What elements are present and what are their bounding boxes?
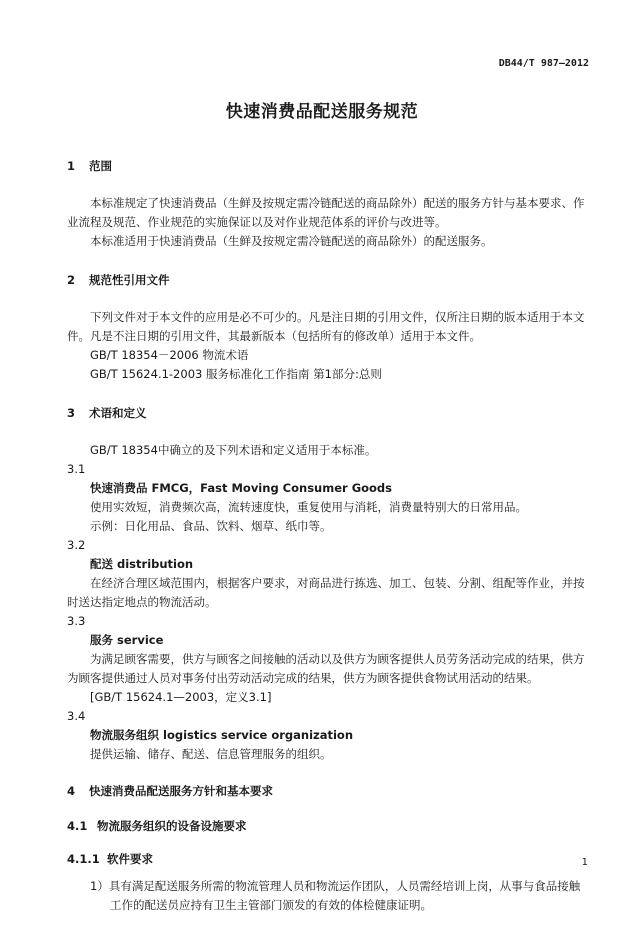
list-item: 1）具有满足配送服务所需的物流管理人员和物流运作团队，人员需经培训上岗，从事与食品接触 (90, 879, 581, 893)
section-2-heading (67, 271, 589, 290)
term-definition: 为满足顾客需要，供方与顾客之间接触的活动以及供方为顾客提供人员劳务活动完成的结果，供方为顾客提供通过人员对事务付出劳动活动完成的结果，供方为顾客提供食物试用活动的结果。 (67, 652, 585, 685)
term-name: 服务 service (90, 633, 164, 647)
section-title: 规范性引用文件 (89, 273, 170, 287)
list-item-continuation: 工作的配送员应持有卫生主管部门颁发的有效的体检健康证明。 (110, 898, 432, 912)
term-name: 快速消费品 FMCG，Fast Moving Consumer Goods (90, 481, 393, 495)
term-number: 3.3 (67, 614, 86, 628)
reference-item: GB/T 18354－2006 物流术语 (90, 348, 249, 362)
document-title: 快速消费品配送服务规范 (225, 102, 419, 122)
term-number: 3.4 (67, 709, 86, 723)
subsection-4-1-heading (67, 817, 589, 836)
section-title: 范围 (89, 159, 112, 173)
subsection-4-1-1-heading (67, 850, 589, 869)
section-number: 1 (67, 159, 76, 173)
term-example: 示例：日化用品、食品、饮料、烟草、纸巾等。 (90, 519, 332, 533)
page-number: 1 (581, 857, 588, 868)
term-name: 物流服务组织 logistics service organization (90, 728, 354, 742)
subsection-number: 4.1.1 (67, 852, 100, 866)
section-4-heading (67, 782, 589, 801)
document-body (67, 157, 589, 915)
section-3-heading (67, 404, 589, 423)
document-code: DB44/T 987—2012 (498, 58, 589, 69)
term-definition: 提供运输、储存、配送、信息管理服务的组织。 (90, 747, 332, 761)
paragraph: 下列文件对于本文件的应用是必不可少的。凡是注日期的引用文件，仅所注日期的版本适用于本文件。凡是不注日期的引用文件，其最新版本（包括所有的修改单）适用于本文件。 (67, 310, 585, 343)
subsection-title: 软件要求 (107, 852, 153, 866)
section-number: 2 (67, 273, 76, 287)
term-name: 配送 distribution (90, 557, 194, 571)
section-title: 快速消费品配送服务方针和基本要求 (89, 784, 273, 798)
paragraph: 本标准规定了快速消费品（生鲜及按规定需冷链配送的商品除外）配送的服务方针与基本要求、作业流程及规范、作业规范的实施保证以及对作业规范体系的评价与改进等。 (67, 196, 585, 229)
term-definition: 使用实效短，消费频次高，流转速度快，重复使用与消耗，消费量特别大的日常用品。 (90, 500, 527, 514)
subsection-title: 物流服务组织的设备设施要求 (97, 819, 247, 833)
paragraph: GB/T 18354中确立的及下列术语和定义适用于本标准。 (90, 443, 377, 457)
section-title: 术语和定义 (89, 406, 147, 420)
term-definition: 在经济合理区域范围内，根据客户要求，对商品进行拣选、加工、包装、分割、组配等作业，并按时送达指定地点的物流活动。 (67, 576, 585, 609)
term-source: [GB/T 15624.1—2003，定义3.1] (90, 690, 272, 704)
section-number: 4 (67, 784, 76, 798)
term-number: 3.2 (67, 538, 86, 552)
reference-item: GB/T 15624.1-2003 服务标准化工作指南 第1部分:总则 (90, 367, 382, 381)
term-number: 3.1 (67, 462, 86, 476)
subsection-number: 4.1 (67, 819, 88, 833)
paragraph: 本标准适用于快速消费品（生鲜及按规定需冷链配送的商品除外）的配送服务。 (90, 234, 493, 248)
section-number: 3 (67, 406, 76, 420)
section-1-heading (67, 157, 589, 176)
